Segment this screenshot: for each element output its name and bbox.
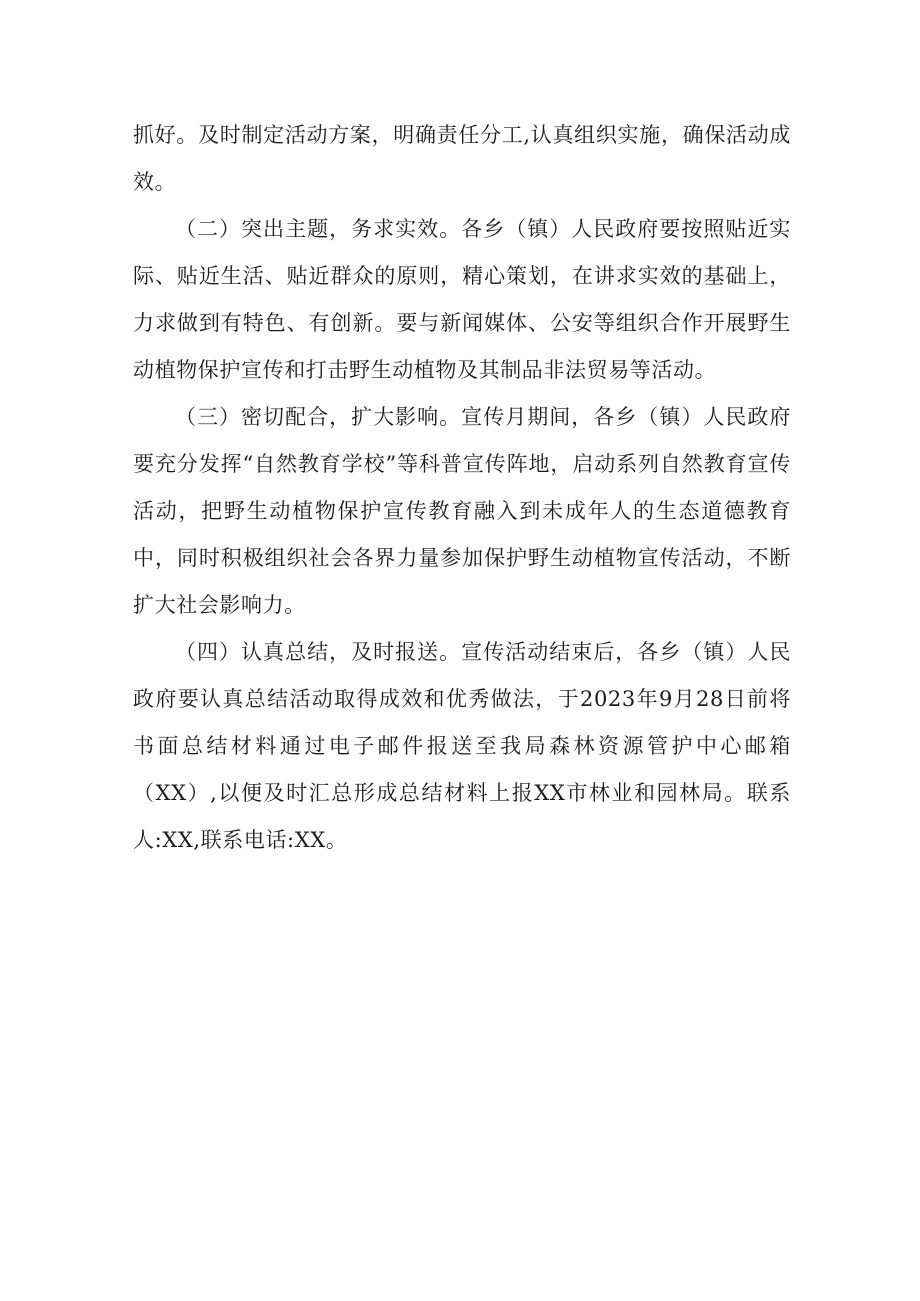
- paragraph-continuation: 抓好。及时制定活动方案，明确责任分工,认真组织实施，确保活动成效。: [133, 123, 791, 194]
- paragraph-section-4: （四）认真总结，及时报送。宣传活动结束后，各乡（镇）人民政府要认真总结活动取得成效和优秀做法，于2023年9月28日前将书面总结材料通过电子邮件报送至我局森林资源管护中心邮箱（XX）,以便及时汇总形成总结材料上报XX市林业和园林局。联系人:XX,联系电话:XX。: [133, 640, 791, 852]
- paragraph-section-2: （二）突出主题，务求实效。各乡（镇）人民政府要按照贴近实际、贴近生活、贴近群众的原则，精心策划，在讲求实效的基础上，力求做到有特色、有创新。要与新闻媒体、公安等组织合作开展野生动植物保护宣传和打击野生动植物及其制品非法贸易等活动。: [133, 217, 791, 382]
- document-body: [133, 112, 791, 864]
- paragraph-section-3: （三）密切配合，扩大影响。宣传月期间，各乡（镇）人民政府要充分发挥“自然教育学校”等科普宣传阵地，启动系列自然教育宣传活动，把野生动植物保护宣传教育融入到未成年人的生态道德教育中，同时积极组织社会各界力量参加保护野生动植物宣传活动，不断扩大社会影响力。: [133, 405, 791, 617]
